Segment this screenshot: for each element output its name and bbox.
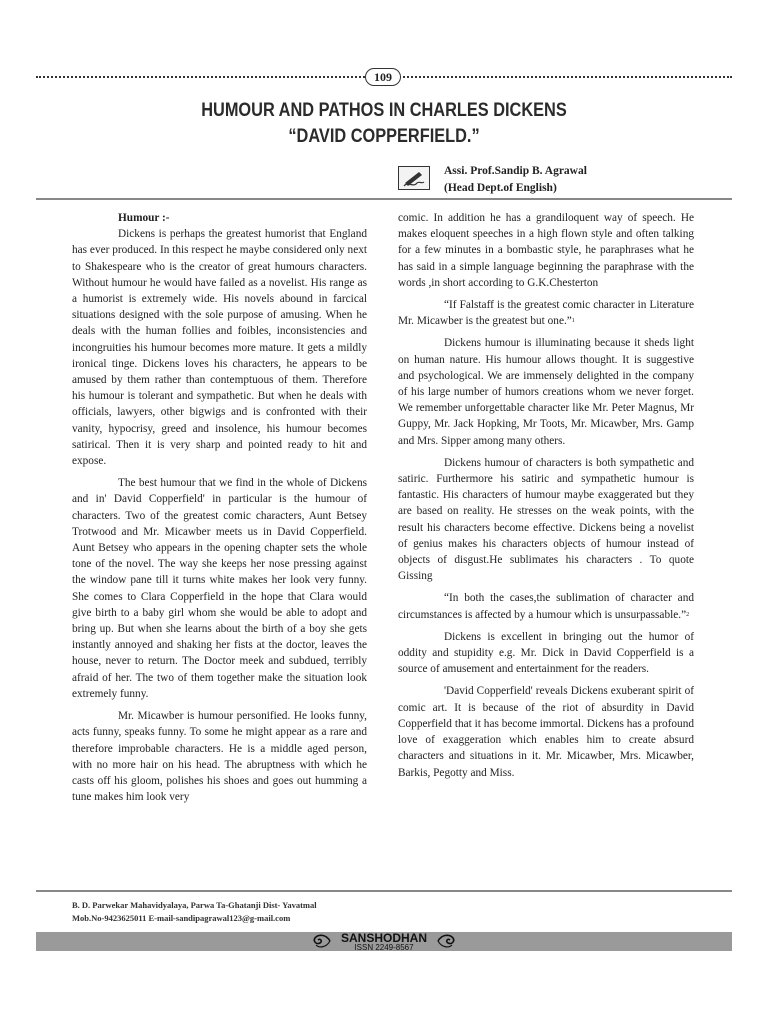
quote-text: “If Falstaff is the greatest comic character in Literature Mr. Micawber is the greatest but one.” bbox=[398, 299, 694, 328]
journal-issn: ISSN 2249-8567 bbox=[354, 943, 414, 952]
author-block bbox=[444, 163, 587, 197]
paragraph: The best humour that we find in the whole of Dickens and in' David Copperfield' in particular is the humour of characters. Two of the greatest comic characters, Aunt Betsey Trotwood and Mr. Micawber meets us in David Copperfield. Aunt Betsey who appears in the opening chapter sets the whole tone of the novel. The way she keeps her nose pressing against the window pane till it turns white makes her look very funny. She comes to Clara Copperfield in the hope that Clara would give birth to a baby girl whom she would be able to adopt and bring up. But when she learns about the birth of a boy she gets instantly annoyed and shaking her fists at the doctor, leaves the house, never to return. The Doctor meek and subdued, terribly afraid of her. The two of them together make the situation look extremely funny. bbox=[72, 477, 367, 700]
author-dept: (Head Dept.of English) bbox=[444, 182, 557, 194]
column-left bbox=[72, 210, 367, 805]
paragraph: Dickens humour of characters is both sympathetic and satiric. Furthermore his satiric and sympathetic humour is fantastic. His characters of humour maybe exaggerated but they are based on reality. He stresses on the weak points, with the result his characters become effective. Dickens being a novelist of genius makes his characters objects of humour instead of objects of disgust.He sublimates his characters . To quote Gissing bbox=[398, 456, 694, 583]
quote-gissing bbox=[398, 590, 694, 622]
footer-info bbox=[72, 899, 317, 925]
paragraph: Mr. Micawber is humour personified. He looks funny, acts funny, speaks funny. To some he might appear as a rare and therefore improbable characters. He is a middle aged person, with no more hair on his head. The abruptness with which he casts off his gloom, polishes his shoes and goes out humming a tune makes him look very bbox=[72, 710, 367, 804]
header-divider bbox=[36, 198, 732, 200]
journal-brand bbox=[334, 932, 434, 952]
article-title bbox=[54, 98, 714, 150]
page-number: 109 bbox=[365, 68, 401, 86]
quote-chesterton bbox=[398, 297, 694, 329]
quote-text: “In both the cases,the sublimation of character and circumstances is affected by a humour which is unsurpassable.” bbox=[398, 592, 694, 621]
column-right bbox=[398, 210, 694, 781]
footnote-ref: 2 bbox=[686, 611, 690, 618]
footer-contact: Mob.No-9423625011 E-mail-sandipagrawal123@g-mail.com bbox=[72, 913, 291, 923]
section-heading: Humour :- bbox=[118, 212, 170, 224]
paragraph: comic. In addition he has a grandiloquent way of speech. He makes eloquent speeches in a high flown style and often talking for a few minutes in a bombastic style, he paraphrases what he has said in a simple language beginning the paraphrase with the words ,in short according to G.K.Chesterton bbox=[398, 212, 694, 289]
footer-divider bbox=[36, 890, 732, 892]
footer-institution: B. D. Parwekar Mahavidyalaya, Parwa Ta-Ghatanji Dist- Yavatmal bbox=[72, 900, 317, 910]
pen-icon bbox=[398, 166, 430, 190]
title-line-1: HUMOUR AND PATHOS IN CHARLES DICKENS bbox=[201, 100, 567, 121]
journal-name: SANSHODHAN bbox=[340, 931, 427, 945]
paragraph: Dickens is excellent in bringing out the humor of oddity and stupidity e.g. Mr. Dick in David Copperfield is a source of amusement and entertainment for the readers. bbox=[398, 630, 694, 676]
title-line-2: “DAVID COPPERFIELD.” bbox=[288, 126, 480, 147]
author-name: Assi. Prof.Sandip B. Agrawal bbox=[444, 165, 587, 177]
paragraph: 'David Copperfield' reveals Dickens exuberant spirit of comic art. It is because of the riot of absurdity in David Copperfield that it has become immortal. Dickens has a profound love of exaggeration which enables him to create absurd characters and situations in it. Mr. Micawber, Mrs. Micawber, Barkis, Pegotty and Miss. bbox=[398, 685, 694, 779]
ornament-left-icon bbox=[312, 932, 332, 950]
ornament-right-icon bbox=[436, 932, 456, 950]
paragraph: Dickens is perhaps the greatest humorist that England has ever produced. In this respect he maybe considered only next to Shakespeare who is the creator of great humours characters. Without humour he would have failed as a novelist. His range as a humorist is extremely wide. His novels abound in farcical situations designed with the sole purpose of amusing. When he deals with the human follies and foibles, inconsistencies and incongruities his humour becomes more mature. It gets a mildly ironical tinge. Dickens loves his characters, he appears to be amused by them rather than contemptuous of them. Therefore his humour is tolerant and sympathetic. But when he deals with officials, lawyers, other bigwigs and is confronted with their vanity, hypocrisy, greed and insolence, his humour becomes satirical. Then it is very sharp and pointed ready to hit and expose. bbox=[72, 228, 367, 468]
footnote-ref: 1 bbox=[571, 318, 575, 325]
paragraph: Dickens humour is illuminating because it sheds light on human nature. His humour allows thought. It is suggestive and psychological. We are immensely delighted in the company of his large number of humors creations whom we never forget. We remember unforgettable character like Mr. Peter Magnus, Mr Guppy, Mr. Jack Hopking, Mr Toots, Mr. Micawber, Mrs. Gamp and Mrs. Sipper among many others. bbox=[398, 337, 694, 447]
